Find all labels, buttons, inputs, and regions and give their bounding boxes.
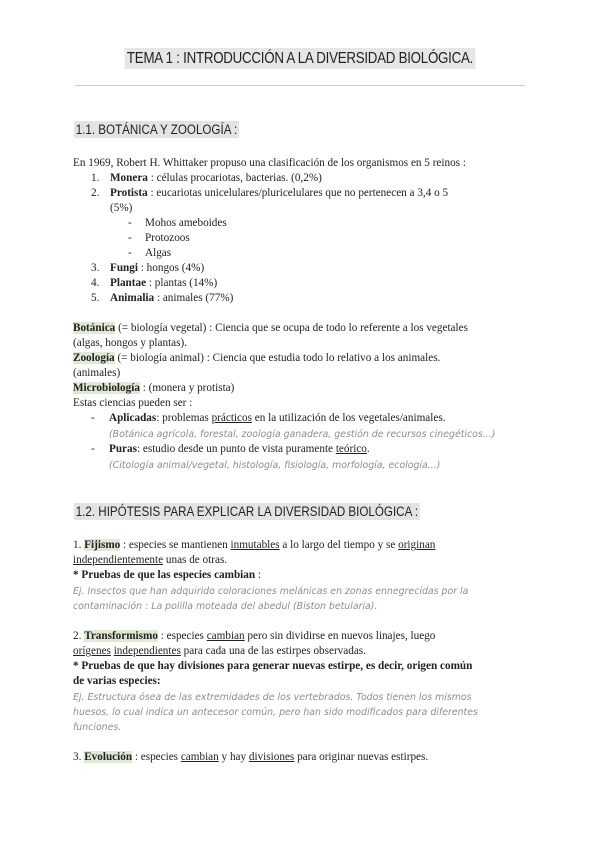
zoologia-definition-cont: (animales) [73, 367, 121, 379]
kingdom-desc: : plantas (14%) [146, 277, 218, 289]
transformismo-post: para cada una de las estirpes observadas. [180, 645, 366, 657]
fijismo-proof-tail: : [255, 569, 262, 581]
sub-dash: - [128, 217, 132, 229]
zoologia-text: (= biología animal) : Ciencia que estudia todo lo relativo a los animales. [114, 352, 441, 364]
fijismo-line-1 [73, 538, 435, 553]
section-1-heading [74, 122, 239, 137]
kingdom-desc: : animales (77%) [154, 292, 234, 304]
transformismo-example-1: Ej. Estructura ósea de las extremidades de los vertebrados. Todos tienen los mismos [73, 692, 472, 703]
evolucion-pre: : especies [132, 751, 181, 763]
botanica-definition [73, 321, 468, 336]
puras-underlined: teórico [335, 443, 367, 455]
sub-item-protozoos: Protozoos [145, 232, 190, 244]
fijismo-proof-bold: * Pruebas de que las especies cambian [73, 569, 256, 581]
evolucion-line [73, 750, 428, 765]
list-item-protista-percent: (5%) [110, 202, 133, 214]
transformismo-mid: pero sin dividirse en nuevos linajes, luego [244, 630, 436, 642]
bullet-dash: - [91, 412, 95, 424]
kingdom-name: Plantae [110, 277, 147, 289]
sub-item-mohos: Mohos ameboides [145, 217, 227, 229]
kingdom-desc: : hongos (4%) [137, 262, 205, 274]
kingdom-name: Animalia [110, 292, 155, 304]
page-title [107, 50, 494, 68]
term-fijismo: Fijismo [84, 539, 121, 551]
fijismo-inmutables: inmutables [230, 539, 280, 551]
fijismo-originan: originan [398, 539, 436, 551]
list-item-protista [91, 186, 99, 201]
fijismo-line-2 [73, 553, 227, 568]
sub-item-algas: Algas [145, 247, 172, 259]
fijismo-example-2: contaminación : La polilla moteada del abedul (Biston betularia). [73, 601, 378, 612]
aplicadas-pre: : problemas [156, 412, 212, 424]
list-item-plantae [91, 276, 99, 291]
list-number: 2. [91, 187, 100, 199]
zoologia-definition [73, 351, 440, 366]
list-number: 4. [91, 277, 100, 289]
transformismo-cambian: cambian [206, 630, 245, 642]
transformismo-pre: : especies [157, 630, 207, 642]
sub-dash: - [128, 232, 132, 244]
list-number: 1. [91, 172, 100, 184]
term-zoologia: Zoología [73, 352, 115, 364]
transformismo-line-2 [73, 644, 366, 659]
fijismo-post: unas de otras. [163, 554, 228, 566]
aplicadas-item [109, 411, 446, 426]
list-item-fungi [91, 261, 99, 276]
evolucion-mid: y hay [218, 751, 249, 763]
aplicadas-post: en la utilización de los vegetales/animales. [251, 412, 446, 424]
transformismo-example-2: huesos, lo cual indica un antecesor común, pero han sido modificados para diferentes [73, 707, 478, 718]
fijismo-pre: : especies se mantienen [120, 539, 231, 551]
list-item-plantae-text [110, 276, 217, 291]
hypothesis-number: 1. [73, 539, 85, 551]
hypothesis-number: 2. [73, 630, 85, 642]
transformismo-independientes: independientes [113, 645, 181, 657]
microbiologia-definition [73, 381, 234, 396]
puras-example: (Citología animal/vegetal, histología, fisiología, morfología, ecología...) [109, 460, 441, 471]
evolucion-cambian: cambian [180, 751, 219, 763]
kingdom-name: Fungi [110, 262, 138, 274]
term-microbiologia: Microbiología [73, 382, 140, 394]
list-item-protista-text [110, 186, 448, 201]
list-item-animalia [91, 291, 99, 306]
section-1-intro: En 1969, Robert H. Whittaker propuso una clasificación de los organismos en 5 reinos : [73, 157, 466, 169]
botanica-text: (= biología vegetal) : Ciencia que se ocupa de todo lo referente a los vegetales [115, 322, 468, 334]
term-botanica: Botánica [73, 322, 116, 334]
transformismo-proof-2 [73, 674, 161, 689]
section-2-heading [74, 504, 420, 519]
puras-item [109, 442, 370, 457]
bullet-dash: - [91, 443, 95, 455]
fijismo-mid: a lo largo del tiempo y se [279, 539, 399, 551]
fijismo-example-1: Ej. Insectos que han adquirido coloraciones melánicas en zonas ennegrecidas por la [73, 586, 469, 597]
puras-pre: : estudio desde un punto de vista puramente [136, 443, 336, 455]
sub-dash: - [128, 247, 132, 259]
aplicadas-example: (Botánica agrícola, forestal, zoología ganadera, gestión de recursos cinegéticos...) [109, 429, 496, 440]
evolucion-divisiones: divisiones [248, 751, 295, 763]
kingdom-desc: : células procariotas, bacterias. (0,2%) [147, 172, 322, 184]
term-transformismo: Transformismo [84, 630, 158, 642]
transformismo-example-3: funciones. [73, 722, 122, 733]
title-divider [75, 85, 525, 86]
term-aplicadas: Aplicadas [109, 412, 157, 424]
term-puras: Puras [109, 443, 137, 455]
evolucion-post: para originar nuevas estirpes. [294, 751, 429, 763]
microbiologia-text: : (monera y protista) [139, 382, 235, 394]
list-item-monera-text [110, 171, 322, 186]
list-number: 3. [91, 262, 100, 274]
section-2-heading-text: 1.2. HIPÓTESIS PARA EXPLICAR LA DIVERSIDAD BIOLÓGICA : [75, 504, 419, 519]
term-evolucion: Evolución [84, 751, 133, 763]
section-1-heading-text: 1.1. BOTÁNICA Y ZOOLOGÍA : [75, 122, 238, 137]
transformismo-line-1 [73, 629, 435, 644]
fijismo-independientemente: independientemente [73, 554, 164, 566]
kingdom-desc: : eucariotas unicelulares/pluricelulares que no pertenecen a 3,4 o 5 [147, 187, 449, 199]
list-item-monera [91, 171, 99, 186]
kingdom-name: Monera [110, 172, 148, 184]
transformismo-proof-bold-2: de varias especies: [73, 675, 161, 687]
transformismo-origenes: orígenes [73, 645, 111, 657]
hypothesis-number: 3. [73, 751, 85, 763]
ciencias-intro: Estas ciencias pueden ser : [73, 397, 193, 409]
puras-post: . [366, 443, 370, 455]
fijismo-proof [73, 568, 261, 583]
transformismo-proof-bold-1: * Pruebas de que hay divisiones para generar nuevas estirpe, es decir, origen común [73, 660, 473, 672]
list-item-animalia-text [110, 291, 233, 306]
page-title-text: TEMA 1 : INTRODUCCIÓN A LA DIVERSIDAD BIOLÓGICA. [124, 48, 475, 69]
aplicadas-underlined: prácticos [211, 412, 252, 424]
list-item-fungi-text [110, 261, 204, 276]
botanica-definition-cont: (algas, hongos y plantas). [73, 337, 188, 349]
kingdom-name: Protista [110, 187, 148, 199]
list-number: 5. [91, 292, 100, 304]
transformismo-proof-1 [73, 659, 472, 674]
